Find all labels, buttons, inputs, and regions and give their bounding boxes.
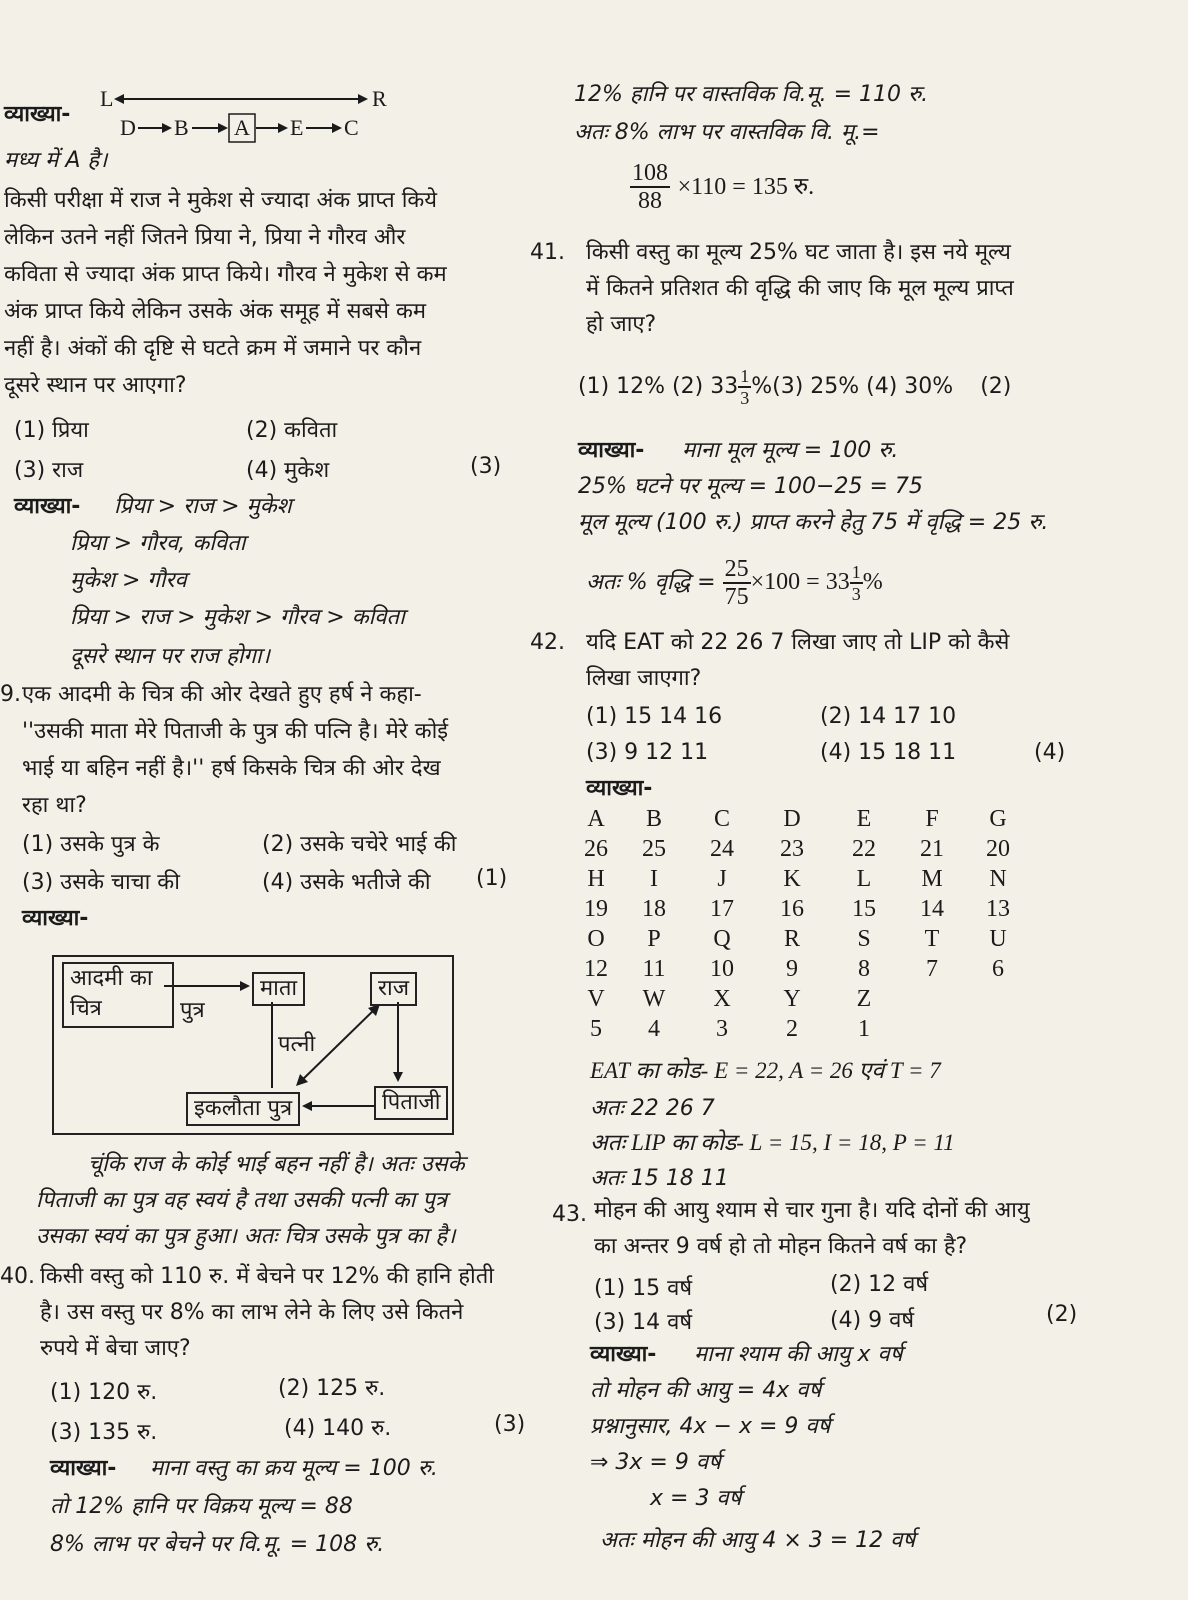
table-letter: Z [856,986,872,1012]
fraction-numerator: 108 [632,160,668,186]
table-letter: C [713,806,730,832]
father-node: पिताजी [374,1086,448,1120]
table-code: 24 [710,836,734,862]
q39-conclusion-line: उसका स्वयं का पुत्र हुआ। अतः चित्र उसके पुत्र का है। [36,1224,456,1249]
table-code: 12 [584,956,608,982]
table-letter: Q [713,926,731,952]
q40-line: रुपये में बेचा जाए? [40,1336,191,1361]
picture-node [62,962,174,1028]
table-letter: B [645,806,662,832]
q43-explanation-line: माना श्याम की आयु x वर्ष [694,1342,903,1367]
q38-line: कविता से ज्यादा अंक प्राप्त किये। गौरव ने मुकेश से कम [4,262,447,287]
table-code: 7 [926,956,938,982]
table-code: 22 [852,836,876,862]
table-code: 11 [642,956,666,982]
q41-result-suffix: % [862,569,883,595]
fraction-numerator: 1 [740,366,750,386]
q41-answer: (2) [980,374,1012,399]
table-letter: R [783,926,800,952]
q40-option-2: (2) 125 रु. [278,1376,386,1401]
q41-result-mid: ×100 = 33 [750,569,850,595]
q43-explanation-line: तो मोहन की आयु = 4x वर्ष [590,1378,822,1403]
q41-number: 41. [530,240,565,265]
q40-formula-fraction [630,160,670,214]
q41-result [586,556,883,610]
seq-item-e: E [290,115,304,140]
q38-explanation-line: दूसरे स्थान पर राज होगा। [70,644,270,669]
q43-line: मोहन की आयु श्याम से चार गुना है। यदि दोनों की आयु [594,1198,1030,1223]
table-code: 19 [584,896,608,922]
q39-option-2: (2) उसके चचेरे भाई की [262,832,457,857]
q43-option-1: (1) 15 वर्ष [594,1276,693,1301]
q38-answer: (3) [470,454,502,479]
table-letter: Y [783,986,801,1012]
table-letter: S [857,926,871,952]
fraction-denominator: 3 [851,584,861,604]
q39-conclusion-line: पिताजी का पुत्र वह स्वयं है तथा उसकी पत्नी का पुत्र [36,1188,447,1213]
q42-option-4: (4) 15 18 11 [820,740,957,765]
table-code: 15 [852,896,876,922]
table-letter: N [989,866,1007,892]
table-letter: E [856,806,872,832]
q41-options [578,366,1011,408]
q43-explanation-line: अतः मोहन की आयु 4 × 3 = 12 वर्ष [600,1528,916,1553]
q40-formula-result: ×110 = 135 रु. [677,174,815,200]
q40-number: 40. [0,1264,35,1289]
q43-explanation-line: ⇒ 3x = 9 वर्ष [590,1450,721,1475]
q42-explanation-label: व्याख्या- [586,776,653,801]
q43-number: 43. [552,1202,587,1227]
mother-node: माता [252,972,305,1006]
q39-answer: (1) [476,866,508,891]
table-code: 8 [858,956,870,982]
q42-number: 42. [530,630,565,655]
seq-item-d: D [120,115,136,140]
fraction-numerator: 1 [851,562,861,582]
table-code: 20 [986,836,1010,862]
q40-option-3: (3) 135 रु. [50,1420,158,1445]
q39-conclusion-line: चूंकि राज के कोई भाई बहन नहीं है। अतः उसके [88,1152,465,1177]
q39-line: एक आदमी के चित्र की ओर देखते हुए हर्ष ने कहा- [22,682,422,707]
table-code: 26 [584,836,608,862]
table-letter: K [783,866,801,892]
fraction-denominator: 3 [740,388,750,408]
q42-option-1: (1) 15 14 16 [586,704,723,729]
picture-node-line: आदमी का [70,966,153,991]
table-code: 13 [986,896,1010,922]
fraction-denominator: 88 [638,188,662,214]
q38-explanation-line: प्रिया > राज > मुकेश > गौरव > कविता [70,605,405,630]
q40-option-1: (1) 120 रु. [50,1380,158,1405]
q41-result-fraction2 [850,562,863,604]
q40-line: है। उस वस्तु पर 8% का लाभ लेने के लिए उसे कितने [40,1300,464,1325]
q39-number: 9. [0,682,21,707]
q38-line: अंक प्राप्त किये लेकिन उसके अंक समूह में सबसे कम [4,299,427,324]
table-letter: L [856,866,872,892]
table-letter: M [921,866,943,892]
table-code: 2 [786,1016,798,1042]
table-code: 23 [780,836,804,862]
q39-option-4: (4) उसके भतीजे की [262,870,431,895]
table-letter: A [587,806,605,832]
q39-option-1: (1) उसके पुत्र के [22,832,160,857]
q42-option-2: (2) 14 17 10 [820,704,957,729]
table-code: 17 [710,896,734,922]
only-son-node: इकलौता पुत्र [186,1092,300,1126]
table-code: 21 [920,836,944,862]
seq-item-a: A [234,115,250,140]
q38-explanation-line: प्रिया > गौरव, कविता [70,531,246,556]
table-letter: H [587,866,605,892]
seq-conclusion: मध्य में A है। [4,148,108,173]
table-code: 10 [710,956,734,982]
q39-option-3: (3) उसके चाचा की [22,870,180,895]
q38-explanation-label: व्याख्या- [14,494,81,519]
q41-options-text: (1) 12% (2) 33 [578,374,739,399]
fraction-numerator: 25 [724,556,749,582]
table-code: 14 [920,896,944,922]
fraction-denominator: 75 [724,584,749,610]
table-code: 16 [780,896,804,922]
seq-left-label: L [100,86,114,111]
alphabet-code-table [576,806,1046,1046]
table-letter: U [989,926,1007,952]
seq-explanation-label: व्याख्या- [4,102,71,127]
table-code: 3 [716,1016,728,1042]
table-code: 18 [642,896,666,922]
q38-option-4: (4) मुकेश [246,458,330,483]
q42-explanation-line: अतः LIP का कोड- L = 15, I = 18, P = 11 [590,1130,955,1155]
q43-option-4: (4) 9 वर्ष [830,1308,915,1333]
table-letter: D [783,806,801,832]
q43-explanation-label: व्याख्या- [590,1342,657,1367]
q42-explanation-line: अतः 22 26 7 [590,1096,715,1121]
q43-option-2: (2) 12 वर्ष [830,1272,929,1297]
table-code: 6 [992,956,1004,982]
picture-node-line: चित्र [70,996,102,1021]
q42-explanation-line: EAT का कोड- E = 22, A = 26 एवं T = 7 [590,1058,941,1083]
q40-formula [630,160,814,214]
q41-line: किसी वस्तु का मूल्य 25% घट जाता है। इस नये मूल्य [586,240,1011,265]
q41-options-text: %(3) 25% (4) 30% [751,374,954,399]
q40-explanation-label: व्याख्या- [50,1456,117,1481]
table-code: 1 [858,1016,870,1042]
q40-explanation-line: माना वस्तु का क्रय मूल्य = 100 रु. [150,1456,438,1481]
table-code: 4 [648,1016,660,1042]
q40-continued-line: अतः 8% लाभ पर वास्तविक वि. मू.= [574,120,880,145]
table-letter: V [587,986,605,1012]
q38-option-2: (2) कविता [246,418,338,443]
q38-line: नहीं है। अंकों की दृष्टि से घटते क्रम में जमाने पर कौन [4,336,422,361]
q43-answer: (2) [1046,1302,1078,1327]
table-letter: F [925,806,939,832]
q41-explanation-line: 25% घटने पर मूल्य = 100−25 = 75 [578,474,923,499]
q42-line: यदि EAT को 22 26 7 लिखा जाए तो LIP को कैसे [586,630,1010,655]
table-letter: X [713,986,731,1012]
q42-explanation-line: अतः 15 18 11 [590,1166,729,1191]
q39-line: ''उसकी माता मेरे पिताजी के पुत्र की पत्नि है। मेरे कोई [22,719,449,744]
q38-option-3: (3) राज [14,458,84,483]
q41-option-fraction [738,366,751,408]
q38-line: दूसरे स्थान पर आएगा? [4,373,187,398]
son-edge-label: पुत्र [180,998,205,1023]
q40-continued-line: 12% हानि पर वास्तविक वि.मू. = 110 रु. [574,82,929,107]
table-code: 25 [642,836,666,862]
table-letter: G [989,806,1007,832]
seq-right-label: R [372,86,387,111]
wife-edge-label: पत्नी [278,1032,316,1057]
q42-answer: (4) [1034,740,1066,765]
seq-item-c: C [344,115,359,140]
q43-option-3: (3) 14 वर्ष [594,1310,693,1335]
q41-explanation-line: माना मूल मूल्य = 100 रु. [682,438,899,463]
q40-answer: (3) [494,1412,526,1437]
q41-line: में कितने प्रतिशत की वृद्धि की जाए कि मूल मूल्य प्राप्त [586,276,1014,301]
table-letter: P [647,926,661,952]
table-letter: T [924,926,940,952]
q41-explanation-label: व्याख्या- [578,438,645,463]
seq-item-b: B [174,115,189,140]
table-code: 9 [786,956,798,982]
q38-explanation-line: मुकेश > गौरव [70,568,187,593]
q39-line: भाई या बहिन नहीं है।'' हर्ष किसके चित्र की ओर देख [22,756,441,781]
q42-option-3: (3) 9 12 11 [586,740,709,765]
q38-line: लेकिन उतने नहीं जितने प्रिया ने, प्रिया ने गौरव और [4,225,406,250]
q39-explanation-label: व्याख्या- [22,906,89,931]
q38-line: किसी परीक्षा में राज ने मुकेश से ज्यादा अंक प्राप्त किये [4,188,438,213]
q38-explanation-line: प्रिया > राज > मुकेश [114,494,292,519]
q43-explanation-line: प्रश्नानुसार, 4x − x = 9 वर्ष [590,1414,831,1439]
table-letter: J [717,866,727,892]
q42-line: लिखा जाएगा? [586,666,702,691]
q38-option-1: (1) प्रिया [14,418,89,443]
q41-result-fraction [723,556,751,610]
q39-line: रहा था? [22,793,87,818]
q43-explanation-line: x = 3 वर्ष [650,1486,742,1511]
table-letter: I [650,866,658,892]
q41-explanation-line: मूल मूल्य (100 रु.) प्राप्त करने हेतु 75 में वृद्धि = 25 रु. [578,510,1049,535]
q40-line: किसी वस्तु को 110 रु. में बेचने पर 12% की हानि होती [40,1264,494,1289]
q40-explanation-line: 8% लाभ पर बेचने पर वि.मू. = 108 रु. [50,1532,385,1557]
q41-result-prefix: अतः % वृद्धि = [586,570,716,595]
q41-line: हो जाए? [586,312,657,337]
table-letter: O [587,926,605,952]
q40-explanation-line: तो 12% हानि पर विक्रय मूल्य = 88 [50,1494,353,1519]
q40-option-4: (4) 140 रु. [284,1416,392,1441]
q43-line: का अन्तर 9 वर्ष हो तो मोहन कितने वर्ष का है? [594,1234,968,1259]
raj-node: राज [370,972,417,1006]
table-code: 5 [590,1016,602,1042]
table-letter: W [642,986,666,1012]
